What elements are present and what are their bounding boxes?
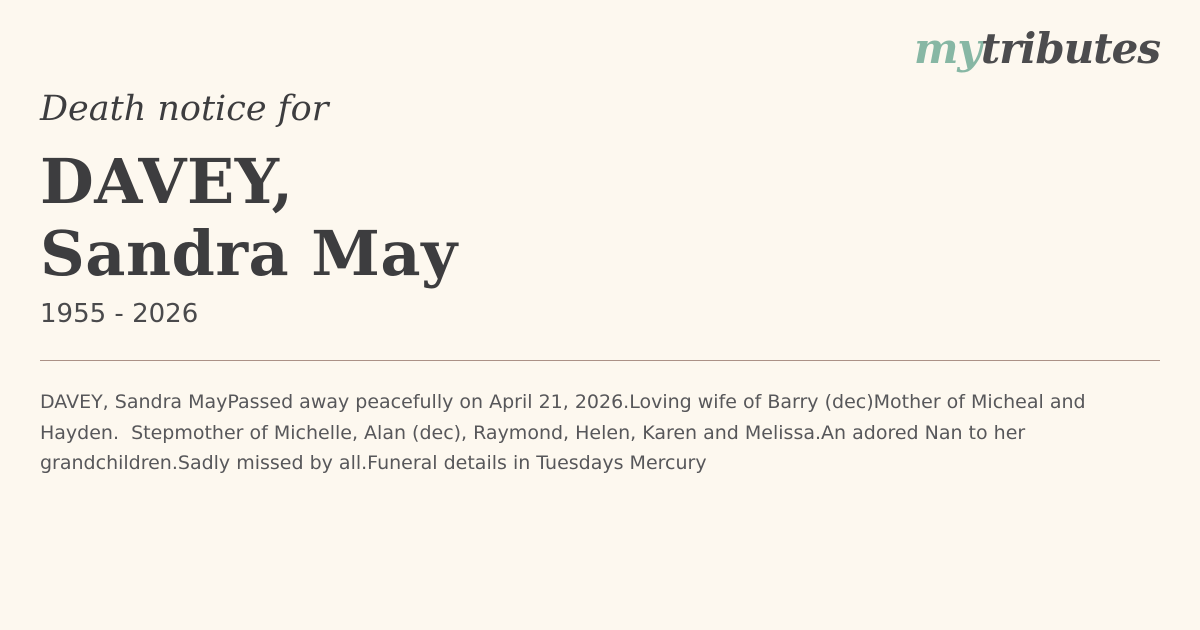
notice-content bbox=[40, 0, 1160, 479]
divider-line bbox=[40, 360, 1160, 361]
deceased-given-names: Sandra May bbox=[40, 217, 458, 290]
notice-body: DAVEY, Sandra MayPassed away peacefully on April 21, 2026.Loving wife of Barry (dec)Mother of Micheal and Hayden. Stepmother of Michelle, Alan (dec), Raymond, Helen, Karen and Melissa.An adored Nan to her grandchildren.Sadly missed by all.Funeral details in Tuesdays Mercury bbox=[40, 391, 1092, 474]
life-years: 1955 - 2026 bbox=[40, 299, 199, 329]
logo-my: my bbox=[913, 24, 981, 73]
deceased-surname: DAVEY, bbox=[40, 145, 294, 218]
logo-tributes: tributes bbox=[980, 24, 1160, 73]
notice-kicker: Death notice for bbox=[40, 89, 329, 129]
